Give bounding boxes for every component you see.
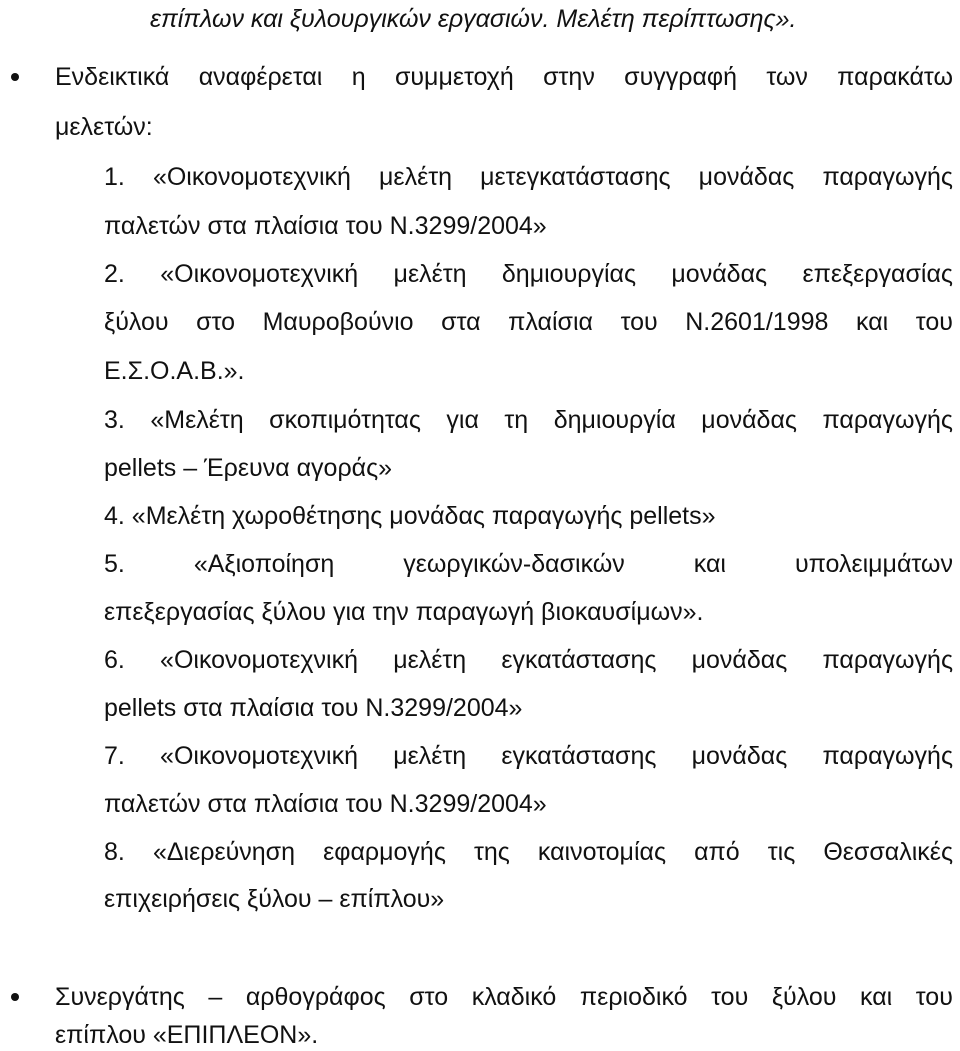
word: ξύλου bbox=[771, 983, 837, 1011]
word: κλαδικό bbox=[471, 983, 557, 1011]
bullet2-line2: επίπλου «ΕΠΙΠΛΕΟΝ». bbox=[55, 1021, 319, 1049]
bullet1-line2: μελετών: bbox=[55, 113, 153, 141]
word: μετεγκατάστασης bbox=[480, 163, 671, 191]
intro-tail: επίπλων και ξυλουργικών εργασιών. Μελέτη περίπτωσης». bbox=[150, 5, 797, 33]
word: 7. bbox=[104, 742, 125, 770]
word: των bbox=[766, 63, 808, 91]
word: Θεσσαλικές bbox=[823, 838, 953, 866]
study-2-line1 bbox=[104, 259, 953, 289]
word: «Διερεύνηση bbox=[152, 838, 296, 866]
word: επεξεργασίας bbox=[802, 260, 953, 288]
word: και bbox=[693, 550, 726, 578]
study-6-line2: pellets στα πλαίσια του Ν.3299/2004» bbox=[104, 694, 523, 722]
word: 5. bbox=[104, 550, 125, 578]
word: Ν.2601/1998 bbox=[685, 308, 829, 336]
word: 8. bbox=[104, 838, 125, 866]
word: στα bbox=[441, 308, 481, 336]
word: στην bbox=[543, 63, 595, 91]
bullet2-line1 bbox=[55, 982, 953, 1012]
study-4-line1: 4. «Μελέτη χωροθέτησης μονάδας παραγωγής pellets» bbox=[104, 502, 716, 530]
word: παραγωγής bbox=[822, 163, 953, 191]
word: μελέτη bbox=[393, 260, 467, 288]
word: μελέτη bbox=[393, 742, 467, 770]
study-8-line1 bbox=[104, 837, 953, 867]
study-7-line2: παλετών στα πλαίσια του Ν.3299/2004» bbox=[104, 790, 547, 818]
bullet1-line1 bbox=[55, 62, 953, 92]
word: «Οικονομοτεχνική bbox=[152, 163, 351, 191]
word: παραγωγής bbox=[822, 406, 953, 434]
study-5-line1 bbox=[104, 549, 953, 579]
word: του bbox=[915, 983, 953, 1011]
study-8-line2: επιχειρήσεις ξύλου – επίπλου» bbox=[104, 885, 445, 913]
word: «Μελέτη bbox=[150, 406, 244, 434]
word: για bbox=[446, 406, 479, 434]
word: του bbox=[711, 983, 749, 1011]
word: «Οικονομοτεχνική bbox=[160, 742, 359, 770]
word: τις bbox=[767, 838, 796, 866]
word: αρθογράφος bbox=[245, 983, 386, 1011]
word: της bbox=[473, 838, 510, 866]
study-2-line2 bbox=[104, 307, 953, 337]
word: γεωργικών-δασικών bbox=[403, 550, 625, 578]
word: μονάδας bbox=[691, 646, 788, 674]
word: 3. bbox=[104, 406, 125, 434]
word: μονάδας bbox=[701, 406, 797, 434]
study-3-line2: pellets – Έρευνα αγοράς» bbox=[104, 454, 393, 482]
word: του bbox=[915, 308, 953, 336]
word: 2. bbox=[104, 260, 125, 288]
word: δημιουργίας bbox=[501, 260, 637, 288]
study-6-line1 bbox=[104, 645, 953, 675]
word: μελέτη bbox=[379, 163, 452, 191]
word: καινοτομίας bbox=[537, 838, 667, 866]
word: «Αξιοποίηση bbox=[193, 550, 335, 578]
study-7-line1 bbox=[104, 741, 953, 771]
word: Μαυροβούνιο bbox=[262, 308, 414, 336]
word: αναφέρεται bbox=[198, 63, 323, 91]
study-3-line1 bbox=[104, 405, 953, 435]
word: εγκατάστασης bbox=[501, 742, 657, 770]
word: ξύλου bbox=[104, 308, 169, 336]
word: 6. bbox=[104, 646, 125, 674]
study-1-line2: παλετών στα πλαίσια του Ν.3299/2004» bbox=[104, 212, 547, 240]
bullet-icon bbox=[11, 73, 19, 81]
word: μονάδας bbox=[671, 260, 768, 288]
word: και bbox=[856, 308, 889, 336]
word: Ενδεικτικά bbox=[55, 63, 170, 91]
word: μελέτη bbox=[393, 646, 467, 674]
study-1-line1 bbox=[104, 162, 953, 192]
word: Συνεργάτης bbox=[55, 983, 185, 1011]
study-2-line3: Ε.Σ.Ο.Α.Β.». bbox=[104, 357, 245, 385]
word: «Οικονομοτεχνική bbox=[160, 646, 359, 674]
word: παραγωγής bbox=[822, 646, 953, 674]
word: δημιουργία bbox=[553, 406, 676, 434]
word: του bbox=[620, 308, 658, 336]
word: μονάδας bbox=[698, 163, 795, 191]
word: και bbox=[860, 983, 893, 1011]
word: συμμετοχή bbox=[394, 63, 514, 91]
word: πλαίσια bbox=[508, 308, 593, 336]
word: – bbox=[208, 983, 223, 1011]
word: «Οικονομοτεχνική bbox=[160, 260, 359, 288]
word: συγγραφή bbox=[624, 63, 738, 91]
word: στο bbox=[409, 983, 449, 1011]
study-5-line2: επεξεργασίας ξύλου για την παραγωγή βιοκαυσίμων». bbox=[104, 598, 704, 626]
word: 1. bbox=[104, 163, 125, 191]
word: παραγωγής bbox=[822, 742, 953, 770]
word: εφαρμογής bbox=[323, 838, 446, 866]
word: από bbox=[694, 838, 740, 866]
word: η bbox=[351, 63, 366, 91]
word: υπολειμμάτων bbox=[794, 550, 953, 578]
word: τη bbox=[504, 406, 529, 434]
word: εγκατάστασης bbox=[501, 646, 657, 674]
word: περιοδικό bbox=[579, 983, 688, 1011]
bullet-icon bbox=[11, 993, 19, 1001]
word: σκοπιμότητας bbox=[269, 406, 421, 434]
word: στο bbox=[196, 308, 236, 336]
word: παρακάτω bbox=[837, 63, 953, 91]
word: μονάδας bbox=[691, 742, 788, 770]
